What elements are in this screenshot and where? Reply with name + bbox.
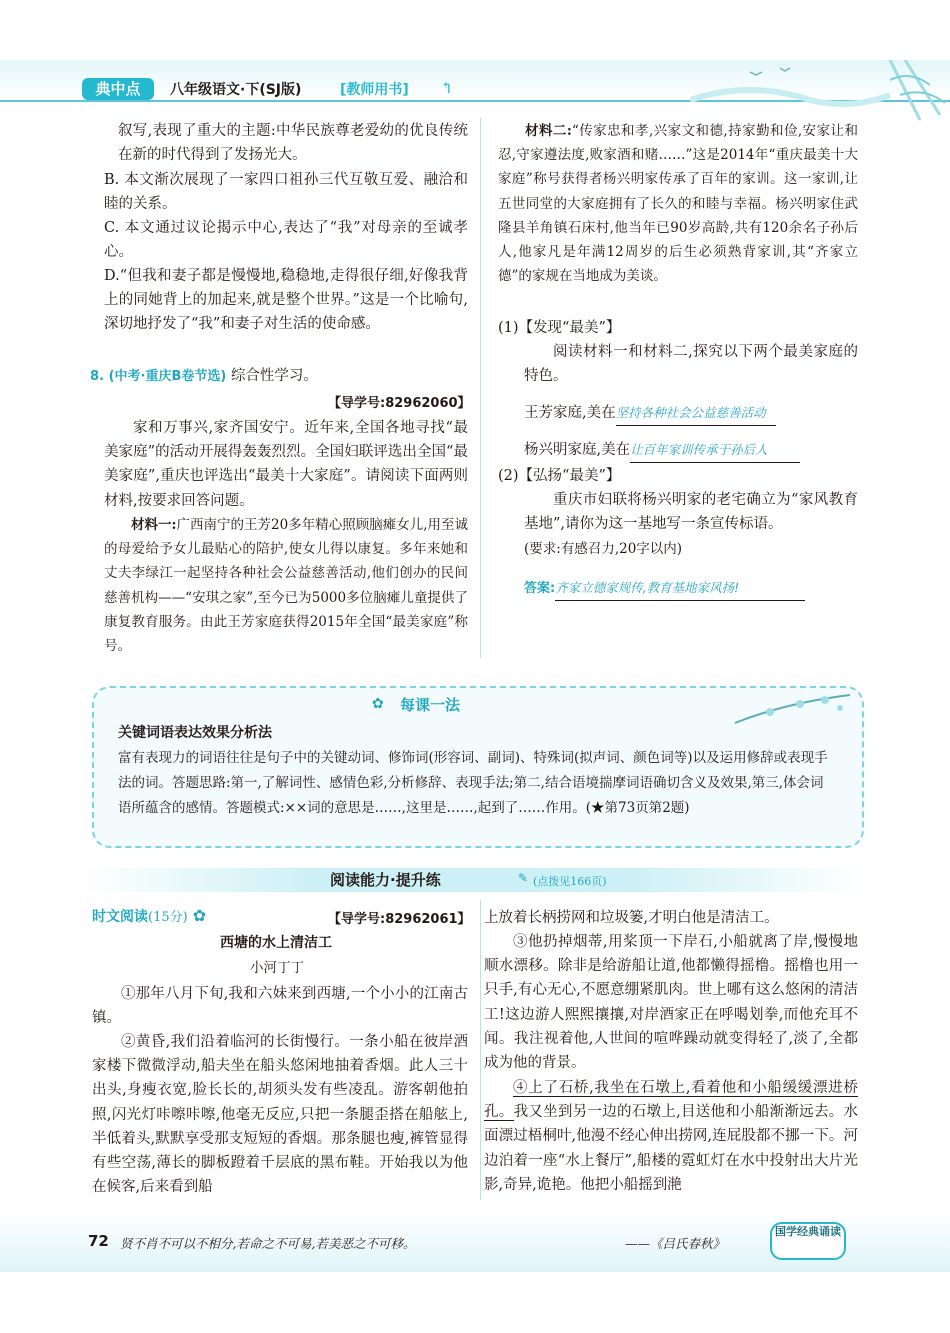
flower-icon: ✿ xyxy=(192,906,207,925)
return-arrow-icon: ↰ xyxy=(440,78,454,97)
passage-title: 西塘的水上清洁工 xyxy=(220,935,332,951)
reading-label: 时文阅读 xyxy=(92,909,148,925)
answer-line-yangxingming xyxy=(524,438,858,463)
guide-code: 【导学号:82962060】 xyxy=(328,396,471,411)
swirl-icon: ✿ xyxy=(372,696,384,712)
footer-source: ——《吕氏春秋》 xyxy=(625,1236,726,1251)
column-divider xyxy=(480,118,481,658)
brand-logo: 典中点 xyxy=(82,78,154,100)
section-band xyxy=(82,868,862,892)
question-number: 8. xyxy=(90,369,104,384)
answer-line-wangfang xyxy=(524,401,858,426)
subquestion-2-label: (2)【弘扬“最美”】 xyxy=(498,468,621,484)
subquestion-2-text: 重庆市妇联将杨兴明家的老宅确立为“家风教育基地”,请你为这一基地写一条宣传标语。 xyxy=(524,492,858,533)
material-two xyxy=(498,119,858,288)
answer-prefix: 杨兴明家庭,美在 xyxy=(524,442,631,458)
paragraph-2-continued: 上放着长柄捞网和垃圾篓,才明白他是清洁工。 xyxy=(484,910,779,926)
method-body: 富有表现力的词语往往是句子中的关键动词、修饰词(形容词、副词)、特殊词(拟声词、颜色词等)以及运用修辞或表现手法的词。答题思路:第一,了解词性、感情色彩,分析修辞、表现手法;第二,结合语境揣摩词语确切含义及效果,第三,体会词语所蕴含的感情。答题模式:××词的意思是……,这里是……,起到了……作用。(★第73页第2题) xyxy=(118,750,828,816)
pencil-icon: ✎ xyxy=(518,871,529,885)
method-subtitle: 关键词语表达效果分析法 xyxy=(118,725,272,741)
section-note: (点拨见166页) xyxy=(533,875,607,888)
paragraph-1: ①那年八月下旬,我和六妹来到西塘,一个小小的江南古镇。 xyxy=(92,986,468,1027)
question-8-header xyxy=(90,364,470,389)
bamboo-decoration-icon xyxy=(690,60,950,120)
page-number: 72 xyxy=(88,1232,109,1250)
option-b: B. 本文渐次展现了一家四口祖孙三代互敬互爱、融洽和睦的关系。 xyxy=(104,172,468,213)
answer-prefix: 王芳家庭,美在 xyxy=(524,405,616,421)
passage-author: 小河丁丁 xyxy=(250,960,304,976)
material-two-text: “传家忠和孝,兴家文和德,持家勤和俭,安家让和忍,守家遵法度,败家酒和赌……”这是2014年“重庆最美十大家庭”称号获得者杨兴明家传承了百年的家训。这一家训,让五世同堂的大家庭拥有了长久的和睦与幸福。杨兴明家住武隆县羊角镇石床村,他当年已90岁高龄,共有120余名子孙后人,他家凡是年满12周岁的后生必须熟背家训,其“齐家立德”的家规在当地成为美谈。 xyxy=(498,123,859,285)
footer-quote: 贤不肖不可以不相分,若命之不可易,若美恶之不可移。 xyxy=(120,1236,416,1251)
material-one-text: 广西南宁的王芳20多年精心照顾脑瘫女儿,用至诚的母爱给予女儿最贴心的陪护,使女儿得以康复。多年来她和丈夫李绿江一起坚持各种社会公益慈善活动,他们创办的民间慈善机构——“安琪之家”,至今已为5000多位脑瘫儿童提供了康复教育服务。由此王芳家庭获得2015年全国“最美家庭”称号。 xyxy=(104,517,468,655)
reading-label-line xyxy=(92,906,206,926)
branch-decoration-icon xyxy=(730,688,855,730)
option-a-continued: 叙写,表现了重大的主题:中华民族尊老爱幼的优良传统在新的时代得到了发扬光大。 xyxy=(118,123,468,164)
material-one-label: 材料一: xyxy=(131,517,177,533)
question-type: 综合性学习。 xyxy=(230,368,318,384)
handwritten-answer: 坚持各种社会公益慈善活动 xyxy=(616,401,776,426)
answer-line xyxy=(524,576,824,601)
underlined-sentence: ④上了石桥,我坐在石墩上,看着他和小船缓缓漂进桥孔。 xyxy=(484,1080,858,1121)
answer-label: 答案: xyxy=(524,581,556,596)
subquestion-2-requirement: (要求:有感召力,20字以内) xyxy=(524,541,683,557)
material-two-label: 材料二: xyxy=(525,123,572,139)
option-d: D.“但我和妻子都是慢慢地,稳稳地,走得很仔细,好像我背上的同她背上的加起来,就是整个世界。”这是一个比喻句,深切地抒发了“我”和妻子对生活的使命感。 xyxy=(104,268,468,333)
paragraph-4 xyxy=(484,1076,858,1197)
subquestion-1-label: (1)【发现“最美”】 xyxy=(498,320,621,336)
option-c: C. 本文通过议论揭示中心,表达了“我”对母亲的至诚孝心。 xyxy=(104,220,468,261)
classics-badge: 国学经典诵读 xyxy=(770,1222,846,1260)
handwritten-answer: 让百年家训传承于孙后人 xyxy=(630,438,800,463)
subquestion-1-text: 阅读材料一和材料二,探究以下两个最美家庭的特色。 xyxy=(524,344,858,385)
section-title: 阅读能力·提升练 xyxy=(330,871,441,889)
question-source: (中考·重庆B卷节选) xyxy=(108,369,227,384)
book-title: 八年级语文·下(SJ版) xyxy=(170,82,302,98)
question-8-intro: 家和万事兴,家齐国安宁。近年来,全国各地寻找“最美家庭”的活动开展得轰轰烈烈。全国妇联评选出全国“最美家庭”,重庆也评选出“最美十大家庭”。请阅读下面两则材料,按要求回答问题。 xyxy=(104,420,468,509)
handwritten-answer: 齐家立德家规传,教育基地家风扬! xyxy=(555,576,805,601)
paragraph-2: ②黄昏,我们沿着临河的长街慢行。一条小船在彼岸酒家楼下微微浮动,船夫坐在船头悠闲地抽着香烟。此人三十出头,身瘦衣宽,脸长长的,胡须头发有些凌乱。游客朝他拍照,闪光灯咔嚓咔嚓,他毫无反应,只把一条腿歪搭在船舷上,半低着头,默默享受那支短短的香烟。那条腿也瘦,裤管显得有些空荡,薄长的脚板蹬着千层底的黑布鞋。开始我以为他在候客,后来看到船 xyxy=(92,1034,468,1196)
column-divider xyxy=(480,900,481,1200)
paragraph-3: ③他扔掉烟蒂,用桨顶一下岸石,小船就离了岸,慢慢地顺水漂移。除非是给游船让道,他都懒得摇橹。摇橹也用一只手,有心无心,不愿意绷紧肌肉。世上哪有这么悠闲的清洁工!这边游人熙熙攘攘,对岸酒家正在呼喝划拳,而他充耳不闻。我注视着他,人世间的喧哗躁动就变得轻了,淡了,全都成为他的背景。 xyxy=(484,934,858,1072)
material-one xyxy=(104,513,468,658)
reading-score: (15分) xyxy=(148,910,188,925)
paragraph-4-text: 我又坐到另一边的石墩上,目送他和小船渐渐远去。水面漂过梧桐叶,他漫不经心伸出捞网,连屁股都不挪一下。河边泊着一座“水上餐厅”,船楼的霓虹灯在水中投射出大片光影,奇异,诡艳。他把小船摇到滟 xyxy=(484,1104,859,1193)
method-title: 每课一法 xyxy=(400,696,461,714)
book-edition-tag: [教师用书] xyxy=(340,82,409,98)
guide-code: 【导学号:82962061】 xyxy=(328,912,471,927)
